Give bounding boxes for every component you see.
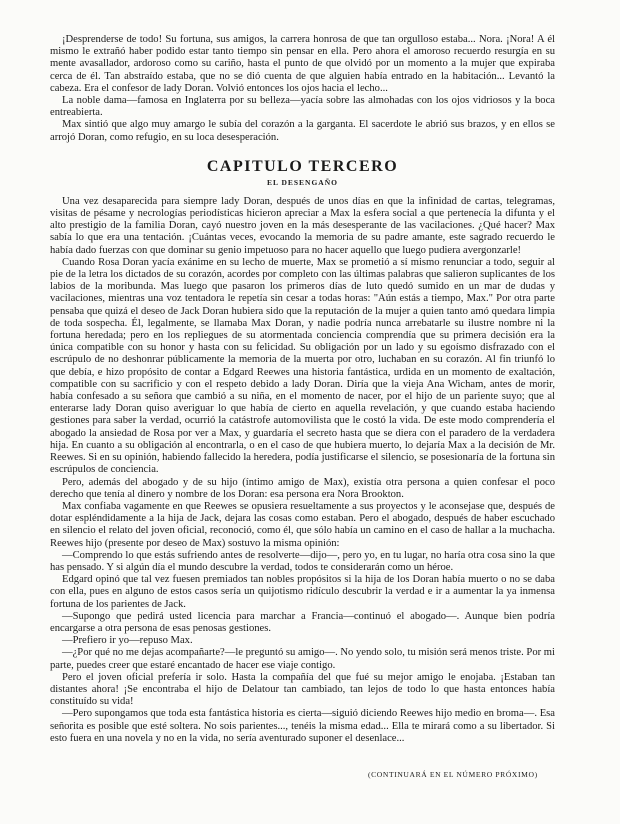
intro-section xyxy=(50,34,555,144)
paragraph: Pero el joven oficial prefería ir solo. Hasta la compañía del que fué su mejor amigo le enojaba. ¡Estaban tan distantes ahora! ¡Se encontraba el hijo de Delatour tan cambiado, tan lejos de todo lo que hasta entonces había constituído su vida! xyxy=(50,671,555,708)
paragraph: —Pero supongamos que toda esta fantástica historia es cierta—siguió diciendo Reewes hijo medio en broma—. Esa señorita es posible que esté soltera. No sois parientes..., tenéis la misma edad... Ella te mirará como a su libertador. Si esto fuera en una novela y no en la vida, no sería aventurado suponer el desenlace... xyxy=(50,708,555,744)
paragraph: —Comprendo lo que estás sufriendo antes de resolverte—dijo—, pero yo, en tu lugar, no haría otra cosa sino la que has pensado. Y si algún día el mundo descubre la verdad, todos te considerarán como un héroe. xyxy=(50,549,555,573)
article-page xyxy=(50,34,555,745)
paragraph: Cuando Rosa Doran yacía exánime en su lecho de muerte, Max se prometió a sí mismo renunciar a todo, seguir al pie de la letra los dictados de su corazón, acordes por completo con las últimas palabras que salieron suplicantes de los labios de la moribunda. Mas luego que pasaron los primeros días de luto quedó sumido en un mar de dudas y vacilaciones, mientras una voz tentadora le repetía sin cesar a todas horas: "Aún estás a tiempo, Max." Por otra parte pensaba que quizá el deseo de Jack Doran hubiera sido que la reputación de la mujer a quien tanto amó quedara limpia de toda sospecha. Él, legalmente, se llamaba Max Doran, y nadie podría nunca arrebatarle su ilustre nombre ni la fortuna heredada; pero en los repliegues de su atormentada conciencia comprendía que su primera decisión era la única compatible con su honor y hasta con su felicidad. Su obligación por un lado y su egoísmo disfrazado con el escrúpulo de no deshonrar públicamente la memoria de la muerta por otro, luchaban en su corazón. Al fin triunfó lo que debía, e hizo propósito de contar a Edgard Reewes una historia fantástica, urdida en un momento de exaltación, compatible con su sacrificio y con el respeto debido a lady Doran. Diría que la vieja Ana Wicham, antes de morir, había confesado a su señora que cambió a su niña, en el momento de nacer, por el hijo de un pariente suyo; que al enterarse lady Doran quiso averiguar lo que había de cierto en aquella revelación, y que cuando estaba haciendo gestiones para saber la verdad, ocurrió la catástrofe automovilista que le costó la vida. De este modo comprendería el abogado la ansiedad de Rosa por ver a Max, y guardaría el secreto hasta que se diera con el paradero de la verdadera hija. En cuanto a su obligación al encontrarla, o en el caso de que hubiera muerto, lo dejaría Max a la decisión de Mr. Reewes. Si en su opinión, habiendo fallecido la heredera, podía justificarse el silencio, se posesionaría de la fortuna sin escrúpulos de conciencia. xyxy=(50,256,555,476)
chapter-body xyxy=(50,196,555,745)
chapter-subtitle: EL DESENGAÑO xyxy=(267,177,338,187)
paragraph: ¡Desprenderse de todo! Su fortuna, sus amigos, la carrera honrosa de que tan orgulloso estaba... Nora. ¡Nora! A él mismo le extrañó haber podido estar tanto tiempo sin pensar en ella. Pero ahora el amoroso recuerdo resurgía en su mente avasallador, ardoroso como su cariño, hasta el punto de que olvidó por un momento a la mujer que expiraba cerca de él. Tan abstraído estaba, que no se dió cuenta de que alguien había entrado en la habitación... Levantó la cabeza. Era el confesor de lady Doran. Volvió entonces los ojos hacia el lecho... xyxy=(50,34,555,94)
paragraph: La noble dama—famosa en Inglaterra por su belleza—yacía sobre las almohadas con los ojos vidriosos y la boca entreabierta. xyxy=(50,95,555,119)
chapter-title: CAPITULO TERCERO xyxy=(206,157,399,175)
paragraph: Max sintió que algo muy amargo le subía del corazón a la garganta. El sacerdote le abrió sus brazos, y en ellos se arrojó Doran, como refugio, en su loca desesperación. xyxy=(50,119,555,143)
paragraph: —Supongo que pedirá usted licencia para marchar a Francia—continuó el abogado—. Aunque bien podría encargarse a otra persona de esas penosas gestiones. xyxy=(50,610,555,634)
paragraph: Edgard opinó que tal vez fuesen premiados tan nobles propósitos si la hija de los Doran había muerto o no se daba con ella, pues en alguno de estos casos sería un quijotismo ridículo descubrir la verdad e ir a aumentar la ya inmensa fortuna de los parientes de Jack. xyxy=(50,574,555,610)
paragraph: —Prefiero ir yo—repuso Max. xyxy=(62,635,193,647)
paragraph: Pero, además del abogado y de su hijo (íntimo amigo de Max), existía otra persona a quien confesar el poco derecho que tenía al dinero y nombre de los Doran: esa persona era Nora Brookton. xyxy=(50,476,555,500)
continuation-note: (CONTINUARÁ EN EL NÚMERO PRÓXIMO) xyxy=(368,770,538,779)
paragraph: Max confiaba vagamente en que Reewes se opusiera resueltamente a sus proyectos y le aconsejase que, después de dotar espléndidamente a la hija de Jack, dejara las cosas como estaban. Pero el abogado, después de haber escuchado en silencio el relato del joven oficial, reconoció, como él, que sólo había un camino en el caso de hallar a la muchacha. Reewes hijo (presente por deseo de Max) sostuvo la misma opinión: xyxy=(50,500,555,549)
paragraph: Una vez desaparecida para siempre lady Doran, después de unos días en que la infinidad de cartas, telegramas, visitas de pésame y necrologías periodísticas hicieron apreciar a Max la esfera social a que pertenecía la difunta y el alto prestigio de la familia Doran, cayó nuestro joven en la más desesperante de las vacilaciones. ¿Qué hacer? Max sabía lo que era una tentación. ¡Cuántas veces, evocando la memoria de su padre amante, este sagrado recuerdo le había dado fuerzas con que dominar su genio impetuoso para no hacer aquello que luego pudiera avergonzarle! xyxy=(50,195,555,256)
paragraph: —¿Por qué no me dejas acompañarte?—le preguntó su amigo—. No yendo solo, tu misión será menos triste. Por mi parte, puedes creer que estaré encantado de hacer ese viaje contigo. xyxy=(50,647,555,671)
